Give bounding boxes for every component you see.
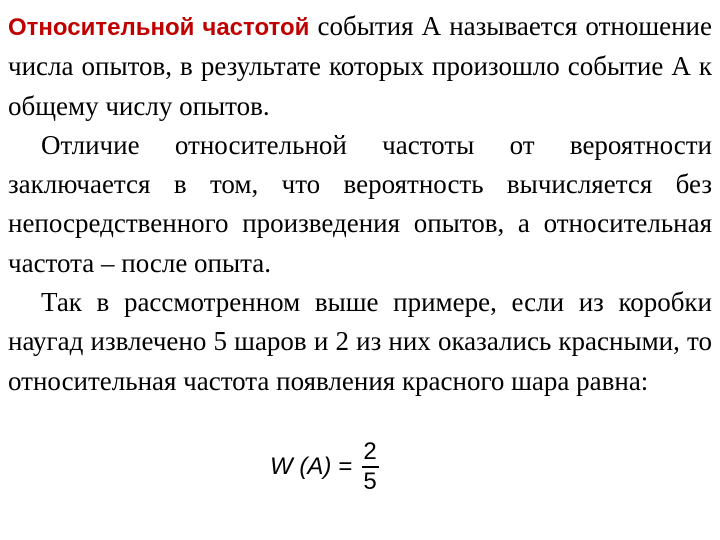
defined-term: Относительной частотой	[8, 14, 310, 41]
formula-equals-sign: =	[338, 453, 353, 480]
fraction-denominator: 5	[363, 468, 377, 495]
definition-text: события А называется отношение числа опытов, в результате которых произошло событие А к общему числу опытов.	[8, 11, 712, 121]
formula-fraction	[361, 439, 378, 495]
text-block	[8, 7, 712, 401]
example-paragraph: Так в рассмотренном выше примере, если из коробки наугад извлечено 5 шаров и 2 из них оказались красными, то относительная частота появления красного шара равна:	[8, 287, 712, 396]
fraction-numerator: 2	[363, 438, 377, 465]
formula-lhs: W (A)	[270, 453, 332, 480]
difference-paragraph: Отличие относительной частоты от вероятности заключается в том, что вероятность вычисляется без непосредственного произведения опытов, а относительная частота – после опыта.	[8, 129, 712, 278]
relative-frequency-formula	[270, 437, 379, 497]
definition-paragraph	[8, 7, 712, 126]
